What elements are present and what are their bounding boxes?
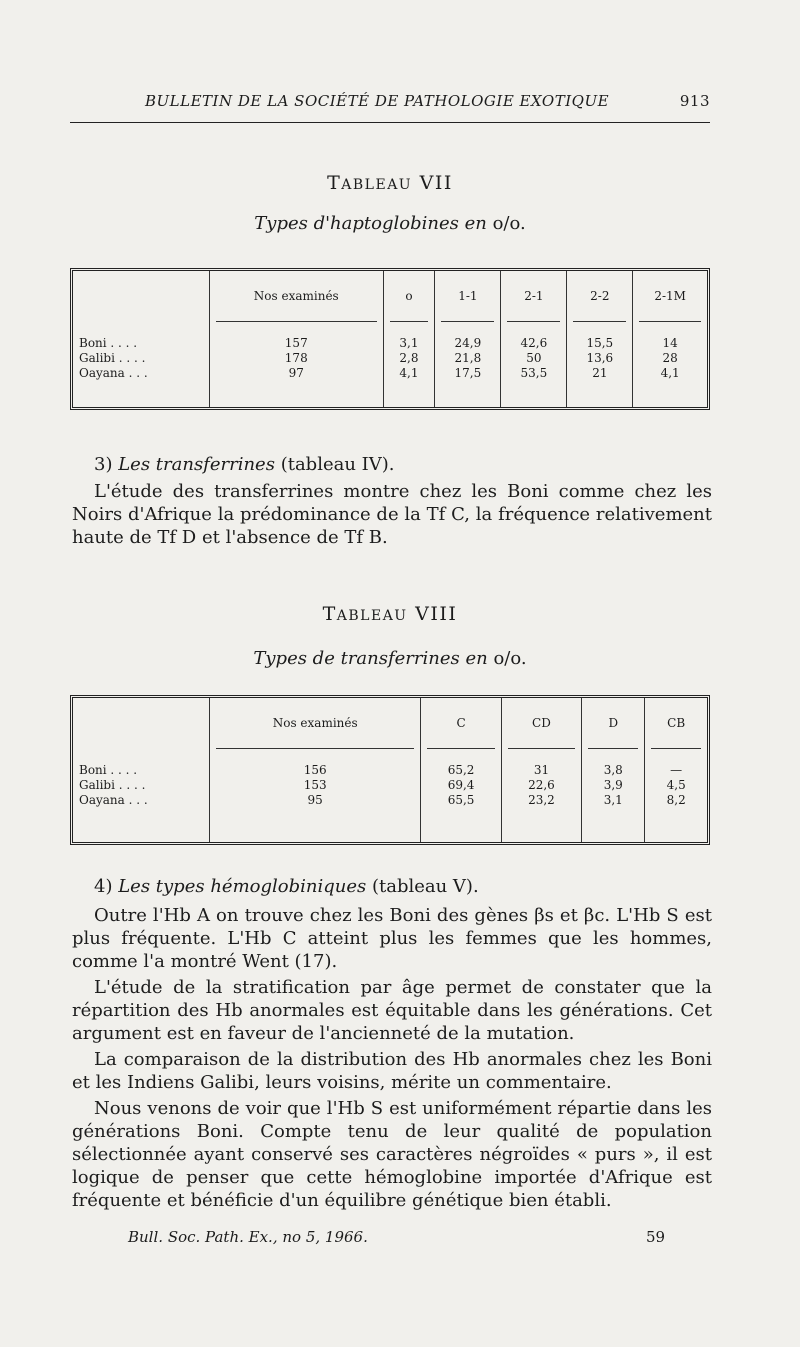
page-number: 913 (679, 92, 710, 110)
table7-header-row (73, 271, 707, 321)
footer-citation: Bull. Soc. Path. Ex., no 5, 1966. (128, 1228, 368, 1246)
table8-col-header: CB (645, 698, 707, 748)
table8-col-header: Nos examinés (210, 698, 421, 748)
table-cell: 4,5 (666, 778, 686, 792)
table7-col-header: 2-1 (501, 271, 567, 321)
table8-col-header: D (582, 698, 645, 748)
table-cell: 13,6 (586, 351, 614, 365)
table-cell: 65,5 (447, 793, 475, 807)
table-cell: 8,2 (666, 793, 686, 807)
table-cell: 95 (307, 793, 323, 807)
table-cell: — (670, 763, 683, 777)
row-label: Boni . . . . (79, 336, 138, 350)
table8-subtitle: Types de transferrines en o/o. (253, 648, 527, 669)
table-cell: 15,5 (586, 336, 614, 350)
table7-subtitle: Types d'haptoglobines en o/o. (254, 213, 526, 234)
table-cell: 21 (592, 366, 608, 380)
section4-paragraph-4: Nous venons de voir que l'Hb S est uniformément répartie dans les générations Boni. Compte tenu de leur qualité de population sélectionnée ayant conservé ses caractères négroïdes « purs », il est logique de penser que cette hémoglobine importée d'Afrique est fréquente et bénéficie d'un équilibre génétique bien établi. (72, 1098, 712, 1211)
row-label: Galibi . . . . (79, 351, 146, 365)
section3-paragraph: L'étude des transferrines montre chez les Boni comme chez les Noirs d'Afrique la prédominance de la Tf C, la fréquence relativement haute de Tf D et l'absence de Tf B. (72, 481, 712, 548)
table7-col-header: o (383, 271, 435, 321)
table-cell: 3,8 (603, 763, 623, 777)
table7-col-header: 1-1 (435, 271, 501, 321)
row-label: Galibi . . . . (79, 778, 146, 792)
table-cell: 42,6 (520, 336, 548, 350)
table-cell: 21,8 (454, 351, 482, 365)
row-label: Oayana . . . (79, 366, 148, 380)
table7-col-header: 2-2 (567, 271, 633, 321)
table7 (70, 268, 710, 410)
section4-heading: 4) Les types hémoglobiniques (tableau V). (94, 876, 479, 897)
table8-header-row (73, 698, 707, 748)
table-cell: 53,5 (520, 366, 548, 380)
table-cell: 157 (284, 336, 308, 350)
table7-col-header: Nos examinés (210, 271, 384, 321)
footer-sheet-number: 59 (646, 1228, 666, 1246)
journal-title: BULLETIN DE LA SOCIÉTÉ DE PATHOLOGIE EXOTIQUE (145, 92, 610, 110)
table-cell: 23,2 (528, 793, 555, 807)
row-label: Boni . . . . (79, 763, 138, 777)
table8 (70, 695, 710, 845)
section3-heading: 3) Les transferrines (tableau IV). (94, 454, 395, 475)
table-cell: 65,2 (447, 763, 475, 777)
table-cell: 17,5 (454, 366, 482, 380)
table8-col-header: C (421, 698, 501, 748)
section4-paragraph-3: La comparaison de la distribution des Hb anormales chez les Boni et les Indiens Galibi, leurs voisins, mérite un commentaire. (72, 1049, 712, 1093)
table8-col-header: CD (501, 698, 581, 748)
table-cell: 14 (662, 336, 678, 350)
table-cell: 97 (288, 366, 304, 380)
row-label: Oayana . . . (79, 793, 148, 807)
header-rule (70, 122, 710, 123)
table-cell: 153 (303, 778, 327, 792)
table-cell: 178 (284, 351, 308, 365)
table8-body (73, 749, 707, 842)
table-cell: 28 (662, 351, 678, 365)
table-cell: 3,9 (603, 778, 623, 792)
section4-paragraph-1: Outre l'Hb A on trouve chez les Boni des gènes βs et βc. L'Hb S est plus fréquente. L'Hb C atteint plus les femmes que les hommes, comme l'a montré Went (17). (72, 905, 712, 972)
table-cell: 69,4 (447, 778, 475, 792)
table-cell: 156 (303, 763, 327, 777)
table-cell: 50 (526, 351, 542, 365)
table8-title: TABLEAU VIII (322, 603, 458, 625)
section4-paragraph-2: L'étude de la stratification par âge permet de constater que la répartition des Hb anormales est équitable dans les générations. Cet argument est en faveur de l'ancienneté de la mutation. (72, 977, 712, 1044)
table7-col-header: 2-1M (633, 271, 707, 321)
table7-body (73, 322, 707, 407)
table-cell: 4,1 (660, 366, 680, 380)
table-cell: 22,6 (528, 778, 555, 792)
table7-title: TABLEAU VII (327, 172, 453, 194)
table-cell: 31 (533, 763, 550, 777)
table-cell: 4,1 (399, 366, 419, 380)
table-cell: 3,1 (603, 793, 623, 807)
table-cell: 2,8 (399, 351, 419, 365)
table-cell: 24,9 (454, 336, 482, 350)
table-cell: 3,1 (399, 336, 419, 350)
